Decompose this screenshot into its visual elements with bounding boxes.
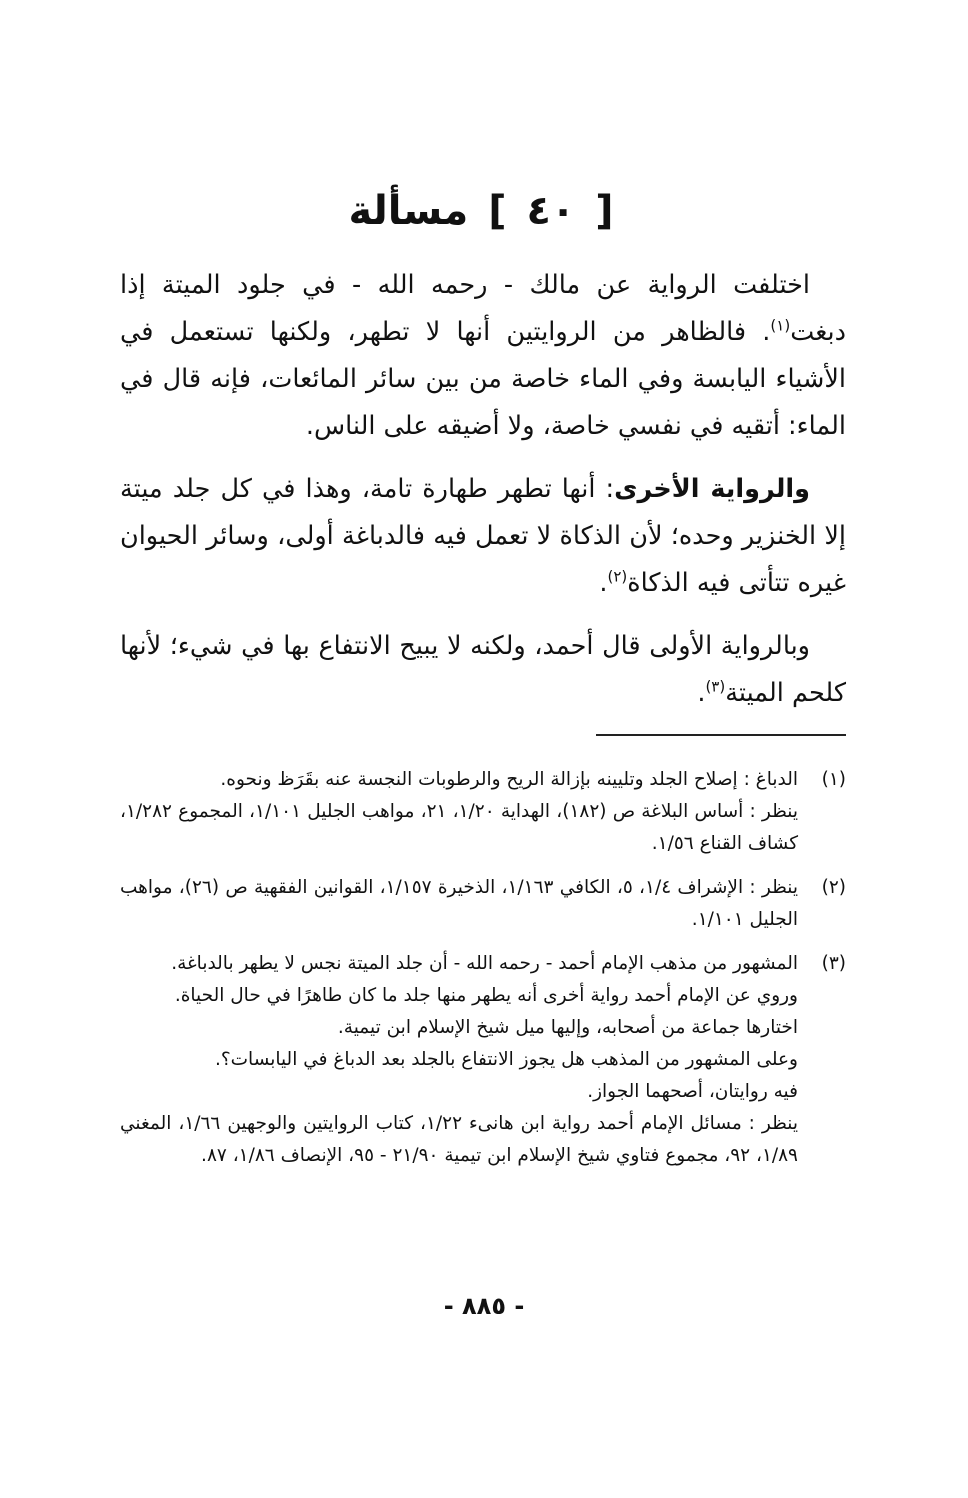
footnote-3 [120, 948, 846, 1172]
footnote-ref-3[interactable]: (٣) [705, 677, 726, 696]
footnote-2-number: (٢) [821, 877, 846, 898]
page-number: - ٨٨٥ - [443, 1292, 525, 1320]
footnote-ref-2[interactable]: (٢) [607, 567, 628, 586]
footnote-line: وروي عن الإمام أحمد رواية أخرى أنه يطهر منها جلد ما كان طاهرًا في حال الحياة. [174, 985, 798, 1006]
paragraph-3-text: وبالرواية الأولى قال أحمد، ولكنه لا يبيح الانتفاع بها في شيء؛ لأنها كلحم الميتة [120, 631, 846, 708]
footnote-2 [120, 872, 846, 936]
footnote-line: ينظر : الإشراف ١/٤، ٥، الكافي ١/١٦٣، الذخيرة ١/١٥٧، القوانين الفقهية ص (٢٦)، مواهب الجليل ١/١٠١. [120, 877, 798, 930]
footnote-line: اختارها جماعة من أصحابه، وإليها ميل شيخ الإسلام ابن تيمية. [337, 1017, 798, 1038]
footnote-line: المشهور من مذهب الإمام أحمد - رحمه الله - أن جلد الميتة نجس لا يطهر بالدباغة. [171, 953, 798, 974]
footnote-line: فيه روايتان، أصحهما الجواز. [587, 1081, 798, 1102]
footnote-2-body [120, 872, 798, 936]
paragraph-3 [120, 623, 846, 717]
title-number: ٤٠ [526, 188, 576, 234]
paragraph-2-tail: . [599, 568, 608, 598]
footnote-1 [120, 764, 846, 860]
footnote-line: الدباغ : إصلاح الجلد وتليينه بإزالة الريح والرطوبات النجسة عنه بقَرَظ ونحوه. [220, 769, 798, 790]
footnote-3-body [120, 948, 798, 1172]
paragraph-3-tail: . [697, 678, 706, 708]
main-text [120, 262, 846, 733]
title-word: مسألة [348, 188, 469, 234]
footnote-line: ينظر : أساس البلاغة ص (١٨٢)، الهداية ١/٢٠، ٢١، مواهب الجليل ١/١٠١، المجموع ١/٢٨٢، كشاف القناع ١/٥٦. [120, 801, 799, 854]
footnote-1-body [120, 764, 798, 860]
footnote-line: ينظر : مسائل الإمام أحمد رواية ابن هانىء ١/٢٢، كتاب الروايتين والوجهين ١/٦٦، المغني ١/٨٩، ٩٢، مجموع فتاوي شيخ الإسلام ابن تيمية ٢١/٩٠ - ٩٥، الإنصاف ١/٨٦، ٨٧. [120, 1113, 798, 1166]
title-close-bracket: ] [488, 188, 507, 234]
paragraph-2-text: : أنها تطهر طهارة تامة، وهذا في كل جلد ميتة إلا الخنزير وحده؛ لأن الذكاة لا تعمل فيه فالدباغة أولى، وسائر الحيوان غيره تتأتى فيه الذكاة [120, 474, 846, 598]
paragraph-2 [120, 466, 846, 607]
paragraph-1-text: اختلفت الرواية عن مالك - رحمه الله - في جلود الميتة إذا دبغت [120, 270, 846, 347]
footnote-1-number: (١) [821, 769, 846, 790]
footnote-ref-1[interactable]: (١) [770, 316, 791, 335]
paragraph-2-lead: والرواية الأخرى [614, 474, 810, 504]
title-open-bracket: [ [595, 188, 614, 234]
footnote-line: وعلى المشهور من المذهب هل يجوز الانتفاع بالجلد بعد الدباغ في اليابسات؟. [214, 1049, 798, 1070]
paragraph-1 [120, 262, 846, 450]
footnotes [120, 764, 846, 1184]
section-title [0, 188, 968, 234]
footnote-separator [596, 734, 846, 736]
paragraph-1-tail: . فالظاهر من الروايتين أنها لا تطهر، ولكنها تستعمل في الأشياء اليابسة وفي الماء خاصة من بين سائر المائعات، فإنه قال في الماء: أتقيه في نفسي خاصة، ولا أضيقه على الناس. [120, 317, 846, 441]
footnote-3-number: (٣) [821, 953, 846, 974]
